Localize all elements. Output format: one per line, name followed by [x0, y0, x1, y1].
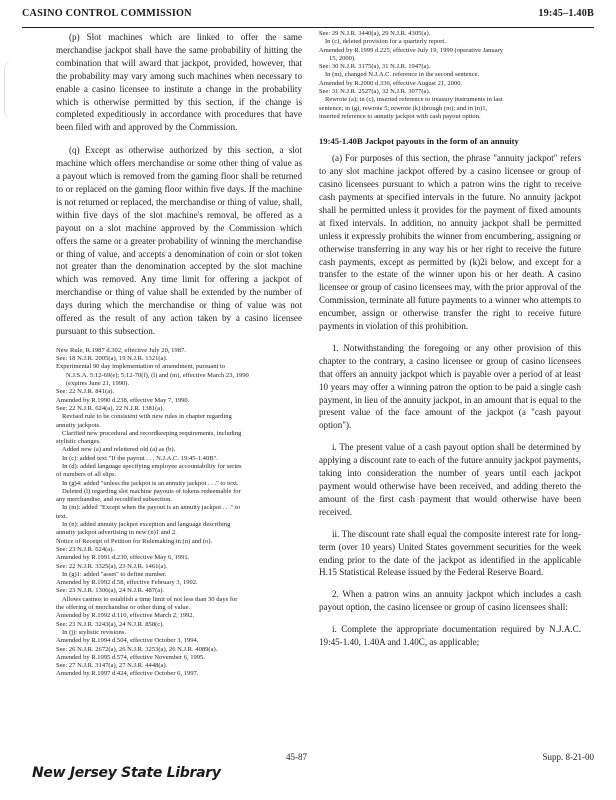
history-line: In (n): added annuity jackpot exception and language describing: [62, 521, 231, 529]
paragraph-2: 2. When a patron wins an annuity jackpot which includes a cash payout option, the casino licensee or group of casino licensees shall:: [319, 589, 581, 613]
history-line: Amended by R.1999 d.225, effective July 19, 1999 (operative January: [319, 46, 504, 54]
history-line: Clarified new procedural and recordkeeping requirements, including: [62, 429, 242, 437]
history-line: text.: [56, 512, 68, 520]
history-line: See: 29 N.J.R. 3440(a), 29 N.J.R. 4305(a).: [319, 30, 431, 37]
history-line: Amended by R.1992 d.110, effective March 2, 1992.: [56, 612, 195, 620]
supplement-date: Supp. 8-21-00: [542, 752, 594, 762]
history-line: Amended by R.1992 d.58, effective February 3, 1992.: [56, 579, 198, 587]
history-line: inserted reference to annuity jackpot with cash payout option.: [319, 112, 481, 120]
history-line: In (g)4: added "unless the jackpot is an annuity jackpot . . ." to text.: [62, 479, 239, 487]
left-column: [56, 30, 302, 679]
history-line: the offering of merchandise or other thing of value.: [56, 604, 191, 612]
history-line: (expires June 21, 1990).: [66, 380, 130, 388]
history-line: In (d): added language specifying employee accountability for series: [62, 463, 242, 470]
paragraph-a: (a) For purposes of this section, the phrase "annuity jackpot" refers to any slot machine jackpot offered by a casino licensee or group of casino licensees pursuant to which a patron wins the right to receive cash payments at specified intervals in the future. No annuity jackpot shall be permitted unless it provides for the payment of fixed amounts at fixed intervals. In addition, no annuity jackpot shall be permitted unless it expressly prohibits the winner from encumbering, assigning or otherwise transferring in any way his or her right to receive the future cash payments, except as permitted by (k)2i below, and except for a transfer to the estate of the winner upon his or her death. A casino licensee or group of casino licensees may, with the prior approval of the Commission, terminate all future payments to a winner who attempts to encumber, assign or otherwise transfer the right to receive future payments in violation of this prohibition.: [319, 153, 581, 332]
history-line: Amended by R.1997 d.424, effective October 6, 1997.: [56, 670, 199, 678]
history-line: In (j): stylistic revisions.: [62, 628, 127, 636]
history-line: In (c): added text "If the payout . . . N.J.A.C. 19:45-1.40B".: [62, 454, 218, 462]
history-line: Amended by R.1990 d.238, effective May 7, 1990.: [56, 396, 190, 404]
paragraph-q: (q) Except as otherwise authorized by this section, a slot machine which offers merchandise or some other thing of value as a payout which is removed from the gaming floor shall be returned to or replaced on the gaming floor within five days. If the machine is not returned or replaced, the merchandise or thing of value, shall, within five days of the slot machine's removal, be offered as a payout on a slot machine approved by the Commission which offers the same or a greater probability of winning the merchandise or thing of value, and accepts a denomination of coin or slot token not greater than the denomination accepted by the slot machine which was removed. Any time limit for offering a jackpot of merchandise or thing of value shall be extended by the number of days during which the merchandise or thing of value was not offered as the result of any action taken by a casino licensee pursuant to this subsection.: [56, 145, 302, 336]
running-header: [22, 8, 594, 24]
history-line: In (m): added "Except when the payout is an annuity jackpot . . ." to: [62, 504, 241, 512]
paragraph-1: 1. Notwithstanding the foregoing or any other provision of this chapter to the contrary, a casino licensee or group of casino licensees that offers an annuity jackpot which is payable over a period of at least 10 years may offer a winning patron the option to be paid a single cash payment, in lieu of the annuity jackpot, in an amount that is equal to the present value of the face amount of the jackpot (a "cash payout option").: [319, 342, 581, 431]
history-line: annuity jackpot advertising in new (n)1 and 2.: [56, 529, 177, 537]
history-line: See: 23 N.J.R. 624(a).: [56, 545, 115, 553]
history-line: sentence; in (g), rewrote 5; rewrote (k) through (m); and in (n)1,: [319, 104, 488, 112]
history-notes-continued: [319, 30, 581, 121]
history-line: Deleted (l) regarding slot machine payouts of tokens redeemable for: [62, 487, 241, 495]
history-line: See: 31 N.J.R. 2527(a), 32 N.J.R. 3077(a).: [319, 88, 431, 96]
paragraph-2-i: i. Complete the appropriate documentation required by N.J.A.C. 19:45-1.40, 1.40A and 1.40C, as applicable;: [319, 624, 581, 648]
history-line: Amended by R.1991 d.230, effective May 6, 1991.: [56, 554, 190, 562]
history-line: See: 26 N.J.R. 2672(a), 26 N.J.R. 3253(a), 26 N.J.R. 4089(a).: [56, 645, 218, 653]
header-title: CASINO CONTROL COMMISSION: [22, 8, 192, 19]
page-footer: [0, 752, 616, 792]
history-line: Experimental 90 day implementation of amendment, pursuant to: [56, 363, 226, 371]
history-line: See: 22 N.J.R. 624(a), 22 N.J.R. 1381(a).: [56, 404, 165, 412]
binding-mark: [4, 60, 25, 120]
history-line: In (c), deleted provision for a quarterly report.: [325, 38, 446, 46]
history-line: In (g)1: added "asset" to define number.: [62, 570, 167, 578]
history-line: See: 27 N.J.R. 3147(a), 27 N.J.R. 4448(a).: [56, 662, 168, 670]
history-line: See: 22 N.J.R. 3325(a), 23 N.J.R. 1461(a).: [56, 562, 168, 570]
paragraph-1-i: i. The present value of a cash payout option shall be determined by applying a discount rate to each of the future annuity jackpot payments, taking into consideration the number of years until each jackpot payment would otherwise have been received, and adding thereto the amount of the first cash payment that would otherwise have been received.: [319, 442, 581, 517]
history-line: N.J.S.A. 5:12-69(e); 5:12-70(f), (l) and (m), effective March 23, 1990: [66, 371, 249, 379]
right-column: [319, 30, 581, 649]
history-line: Amended by R.2000 d.336, effective August 21, 2000.: [319, 79, 463, 87]
history-line: annuity jackpots.: [56, 421, 101, 429]
header-section-number: 19:45–1.40B: [538, 8, 594, 19]
paragraph-1-ii: ii. The discount rate shall equal the composite interest rate for long-term (over 10 years) United States government securities for the week ending prior to the date of the jackpot as identified in the applicable H.15 Statistical Release issued by the Federal Reserve Board.: [319, 528, 581, 578]
history-line: In (m), changed N.J.A.C. reference in the second sentence.: [325, 71, 480, 79]
history-line: Revised rule to be consistent with new rules in chapter regarding: [62, 413, 232, 421]
page-number: 45-87: [286, 752, 307, 762]
history-line: stylistic changes.: [56, 438, 101, 446]
history-line: See: 30 N.J.R. 3175(a), 31 N.J.R. 1947(a).: [319, 63, 431, 71]
history-line: 15, 2000).: [329, 54, 356, 62]
history-line: Allows casinos to establish a time limit of not less than 30 days for: [62, 595, 238, 603]
paragraph-p: (p) Slot machines which are linked to offer the same merchandise jackpot shall have the same probability of hitting the combination that will award that jackpot, provided, however, that the probability may vary among such machines when necessary to enable a casino licensee to institute a change in the probability which is otherwise permitted by this section, if the change is completed expeditiously in accordance with procedures that have been filed with and approved by the Commission.: [56, 32, 302, 133]
history-line: Rewrote (a); in (c), inserted reference to treasury instruments in last: [325, 96, 503, 104]
history-line: See: 23 N.J.R. 1306(a), 24 N.J.R. 487(a).: [56, 587, 165, 595]
history-notes: [56, 347, 302, 679]
history-line: See: 22 N.J.R. 841(a).: [56, 388, 115, 396]
history-line: of numbers of all slips.: [56, 471, 117, 479]
history-line: any merchandise, and recodified subsection.: [56, 496, 172, 504]
history-line: See: 18 N.J.R. 2005(a), 19 N.J.R. 1321(a).: [56, 355, 168, 363]
history-line: See: 23 N.J.R. 3243(a), 24 N.J.R. 858(c).: [56, 620, 165, 628]
history-line: Added new (a) and relettered old (a) as (b).: [62, 446, 176, 454]
history-line: Amended by R.1994 d.504, effective October 3, 1994.: [56, 637, 199, 645]
header-rule: [22, 27, 594, 28]
section-heading: 19:45-1.40B Jackpot payouts in the form of an annuity: [319, 136, 519, 147]
history-line: Notice of Receipt of Petition for Rulemaking in (n) and (o).: [56, 537, 213, 545]
history-line: Amended by R.1995 d.574, effective November 6, 1995.: [56, 653, 205, 661]
history-line: New Rule, R.1987 d.302, effective July 20, 1987.: [56, 346, 186, 354]
library-stamp: New Jersey State Library: [32, 765, 221, 781]
